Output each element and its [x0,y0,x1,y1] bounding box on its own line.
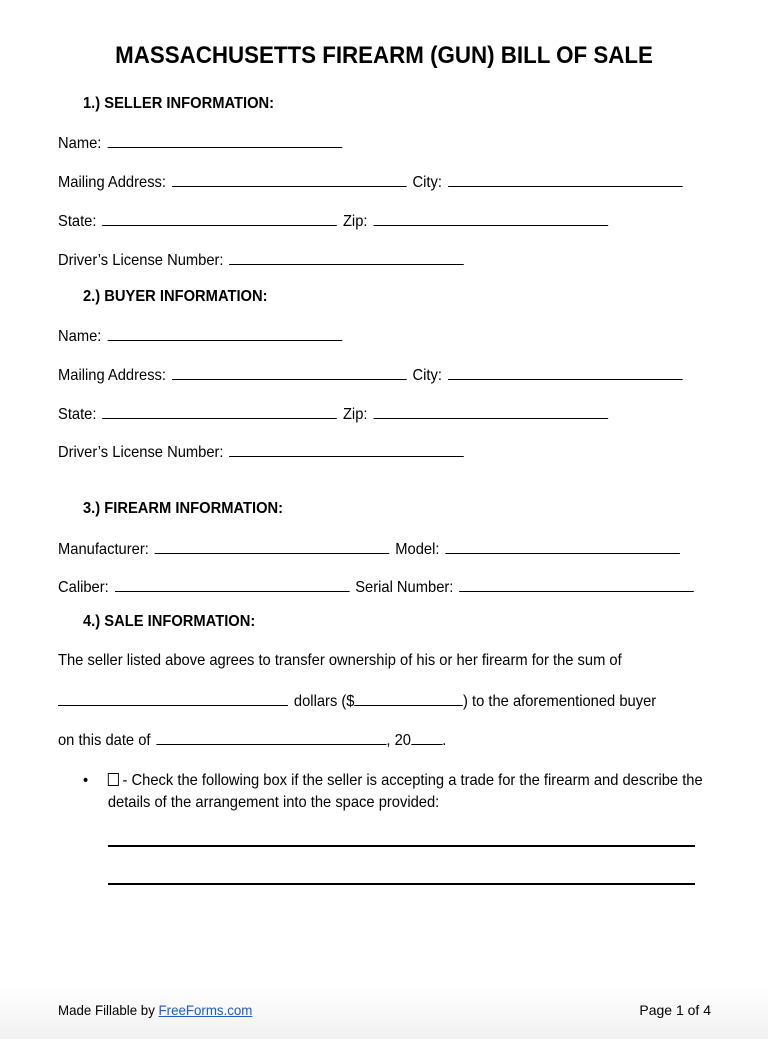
trade-text-block [108,770,715,814]
firearm-manufacturer-row [58,539,682,559]
made-fillable-label: Made Fillable by [58,1002,155,1018]
sale-date-row [58,730,446,750]
trade-description: - Check the following box if the seller is accepting a trade for the firearm and describe the details of the arrangement into the space provided: [107,772,703,811]
seller-name-field[interactable] [107,133,342,148]
seller-state-label: State: [58,213,97,230]
seller-name-label: Name: [58,135,102,152]
caliber-label: Caliber: [58,579,109,596]
section-heading-firearm: 3.) FIREARM INFORMATION: [83,500,284,517]
section-heading-sale: 4.) SALE INFORMATION: [83,613,256,630]
buyer-state-row [58,404,610,424]
bullet-icon: • [83,772,89,789]
trade-checkbox[interactable] [108,773,119,786]
amount-words-field[interactable] [58,691,288,706]
seller-city-field[interactable] [448,172,683,187]
seller-state-row [58,211,610,231]
trade-details-line-1[interactable] [108,845,695,847]
serial-number-label: Serial Number: [355,579,454,596]
caliber-field[interactable] [115,577,350,592]
document-title: MASSACHUSETTS FIREARM (GUN) BILL OF SALE [115,42,653,69]
buyer-state-label: State: [58,406,97,423]
seller-zip-field[interactable] [373,211,608,226]
dollars-label: dollars ($ [293,693,355,710]
seller-state-field[interactable] [102,211,337,226]
footer-credit [58,1002,252,1018]
sale-sentence-text: The seller listed above agrees to transfer ownership of his or her firearm for the sum of [58,652,622,669]
buyer-license-label: Driver’s License Number: [58,444,224,461]
amount-number-field[interactable] [354,691,463,706]
buyer-address-row [58,365,684,385]
buyer-zip-field[interactable] [373,404,608,419]
trade-details-line-2[interactable] [108,883,695,885]
date-field[interactable] [156,730,386,745]
buyer-address-field[interactable] [172,365,407,380]
serial-number-field[interactable] [459,577,694,592]
sale-sentence-row [58,652,622,670]
page-number: Page 1 of 4 [639,1002,711,1018]
seller-city-label: City: [412,174,442,191]
buyer-city-field[interactable] [448,365,683,380]
buyer-license-field[interactable] [229,442,464,457]
section-heading-seller: 1.) SELLER INFORMATION: [83,95,275,112]
buyer-name-field[interactable] [107,326,342,341]
year-field[interactable] [411,730,442,745]
buyer-city-label: City: [412,367,442,384]
seller-name-row [58,133,344,153]
seller-zip-label: Zip: [342,213,368,230]
page-footer [0,985,768,1039]
manufacturer-label: Manufacturer: [58,541,149,558]
buyer-state-field[interactable] [102,404,337,419]
section-heading-buyer: 2.) BUYER INFORMATION: [83,288,268,305]
manufacturer-field[interactable] [155,539,390,554]
buyer-name-label: Name: [58,328,102,345]
year-prefix: , 20 [386,732,411,749]
model-label: Model: [395,541,440,558]
seller-address-label: Mailing Address: [58,174,166,191]
buyer-name-row [58,326,344,346]
seller-address-row [58,172,684,192]
seller-license-field[interactable] [229,250,464,265]
to-buyer-label: ) to the aforementioned buyer [463,693,657,710]
buyer-license-row [58,442,466,462]
model-field[interactable] [445,539,680,554]
freeforms-link[interactable]: FreeForms.com [158,1002,253,1018]
firearm-caliber-row [58,577,696,597]
seller-address-field[interactable] [172,172,407,187]
sale-amount-row [58,691,656,711]
seller-license-row [58,250,466,270]
buyer-address-label: Mailing Address: [58,367,166,384]
year-suffix: . [442,732,447,749]
date-label: on this date of [58,732,151,749]
buyer-zip-label: Zip: [342,406,368,423]
seller-license-label: Driver’s License Number: [58,252,224,269]
